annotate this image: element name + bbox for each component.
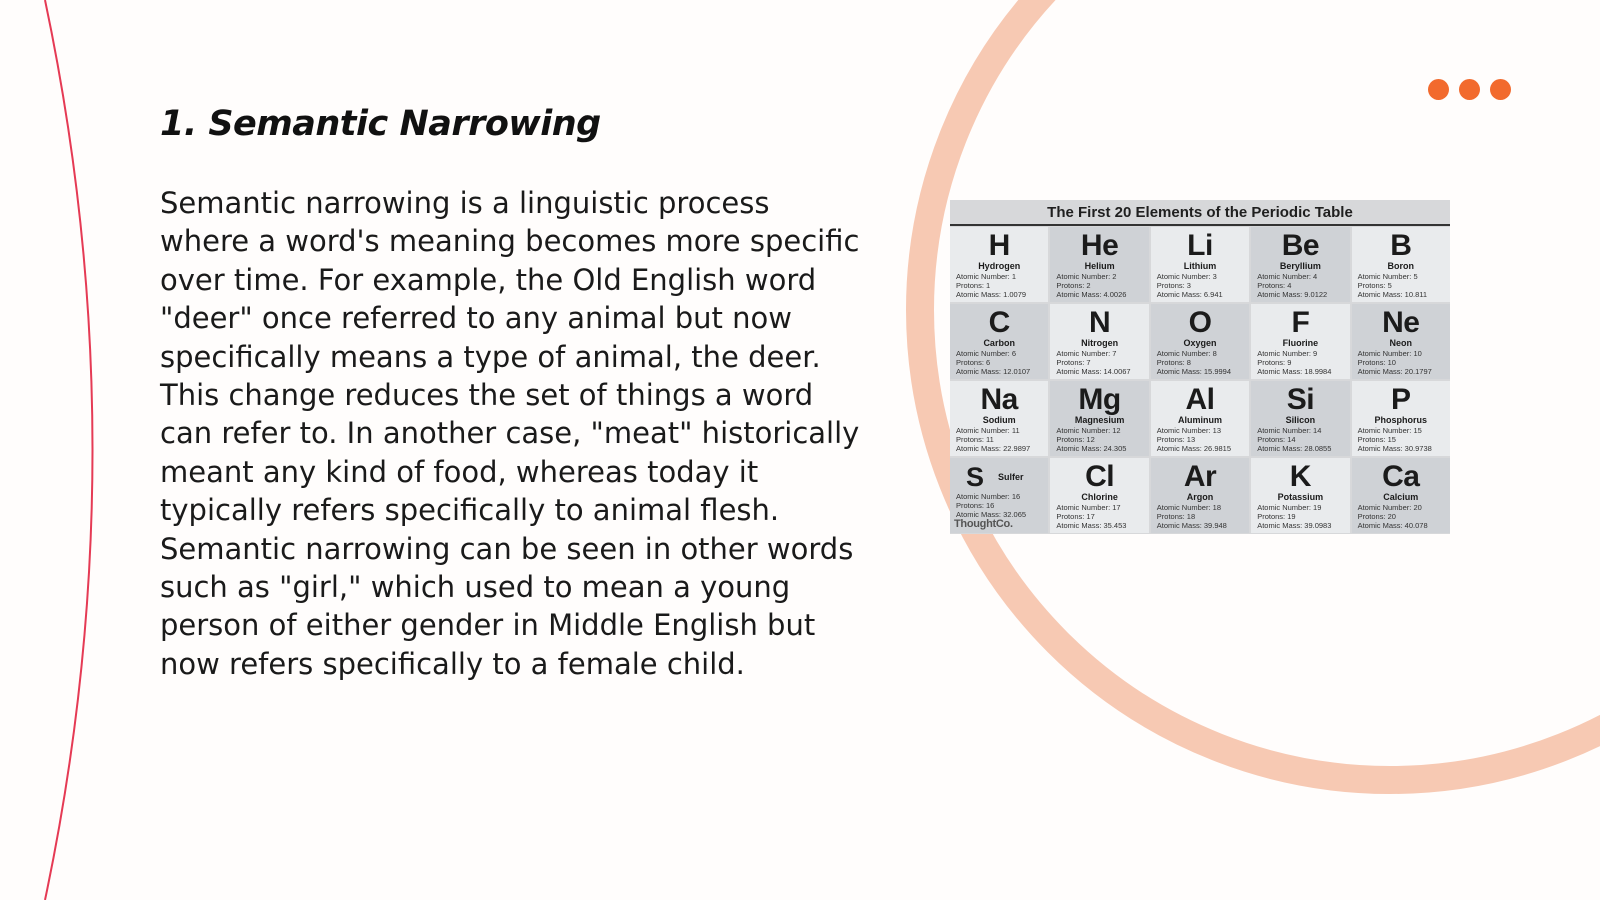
atomic-mass: Atomic Mass: 4.0026 — [1056, 290, 1127, 299]
protons: Protons: 14 — [1257, 435, 1296, 444]
atomic-mass: Atomic Mass: 32.065 — [956, 510, 1027, 519]
atomic-mass: Atomic Mass: 6.941 — [1156, 290, 1223, 299]
atomic-number: Atomic Number: 16 — [956, 492, 1021, 501]
element-cell — [1151, 227, 1249, 302]
element-symbol: Li — [1187, 229, 1213, 262]
element-name: Phosphorus — [1374, 415, 1428, 425]
element-cell — [1151, 458, 1249, 533]
element-cell — [1050, 458, 1148, 533]
more-dots-icon[interactable] — [1428, 79, 1511, 100]
atomic-number: Atomic Number: 13 — [1156, 426, 1221, 435]
element-symbol: S — [966, 462, 984, 492]
atomic-mass: Atomic Mass: 28.0855 — [1257, 444, 1332, 453]
protons: Protons: 17 — [1056, 512, 1095, 521]
element-symbol: Ca — [1382, 460, 1420, 493]
element-name: Nitrogen — [1081, 338, 1119, 348]
element-info — [956, 426, 1030, 453]
atomic-number: Atomic Number: 2 — [1056, 272, 1117, 281]
element-cell — [1352, 227, 1450, 302]
atomic-mass: Atomic Mass: 26.9815 — [1156, 444, 1231, 453]
element-symbol: He — [1080, 229, 1119, 262]
periodic-table-title: The First 20 Elements of the Periodic Table — [950, 200, 1450, 226]
element-name: Lithium — [1183, 261, 1217, 271]
element-cell — [950, 381, 1048, 456]
atomic-mass: Atomic Mass: 10.811 — [1357, 290, 1428, 299]
atomic-mass: Atomic Mass: 39.0983 — [1257, 521, 1332, 530]
protons: Protons: 11 — [956, 435, 994, 444]
atomic-number: Atomic Number: 17 — [1056, 503, 1121, 512]
element-symbol: H — [988, 229, 1010, 262]
protons: Protons: 12 — [1056, 435, 1095, 444]
element-name: Hydrogen — [978, 261, 1021, 271]
atomic-mass: Atomic Mass: 14.0067 — [1056, 367, 1131, 376]
element-name: Helium — [1084, 261, 1115, 271]
element-name: Fluorine — [1282, 338, 1319, 348]
protons: Protons: 16 — [956, 501, 995, 510]
element-cell — [950, 304, 1048, 379]
element-info — [1056, 349, 1130, 376]
protons: Protons: 15 — [1357, 435, 1396, 444]
element-cell — [1251, 381, 1349, 456]
element-name: Oxygen — [1183, 338, 1217, 348]
element-symbol: Si — [1286, 383, 1315, 416]
thoughtco-logo: ThoughtCo. — [954, 518, 1013, 530]
atomic-mass: Atomic Mass: 12.0107 — [956, 367, 1031, 376]
element-info — [1157, 272, 1223, 299]
dot — [1490, 79, 1511, 100]
atomic-number: Atomic Number: 19 — [1257, 503, 1322, 512]
element-name: Aluminum — [1177, 415, 1222, 425]
atomic-number: Atomic Number: 4 — [1257, 272, 1318, 281]
element-info — [1157, 426, 1231, 453]
element-symbol: N — [1089, 306, 1111, 339]
atomic-mass: Atomic Mass: 39.948 — [1156, 521, 1227, 530]
element-symbol: C — [988, 306, 1010, 339]
protons: Protons: 2 — [1056, 281, 1091, 290]
protons: Protons: 18 — [1156, 512, 1196, 521]
element-name: Boron — [1387, 261, 1415, 271]
element-name: Neon — [1389, 338, 1413, 348]
element-info — [956, 492, 1026, 519]
element-cell — [950, 458, 1048, 533]
atomic-mass: Atomic Mass: 22.9897 — [956, 444, 1031, 453]
element-cell — [1251, 304, 1349, 379]
element-info — [1358, 503, 1428, 530]
slide-paragraph: Semantic narrowing is a linguistic process where a word's meaning becomes more specific over time. For example, the Old English word "deer" once referred to any animal but now specifically means a type of animal, the deer. This change reduces the set of things a word can refer to. In another case, "meat" historically meant any kind of food, whereas today it typically refers specifically to animal flesh. Semantic narrowing can be seen in other words such as "girl," which used to mean a young person of either gender in Middle English but now refers specifically to a female child. — [160, 186, 860, 681]
protons: Protons: 1 — [956, 281, 991, 290]
element-cell — [1352, 304, 1450, 379]
element-symbol: K — [1289, 460, 1311, 493]
protons: Protons: 4 — [1257, 281, 1292, 290]
atomic-number: Atomic Number: 8 — [1156, 349, 1217, 358]
element-cell — [1251, 227, 1349, 302]
element-symbol: Na — [980, 383, 1018, 416]
atomic-number: Atomic Number: 1 — [956, 272, 1017, 281]
element-name: Beryllium — [1279, 261, 1321, 271]
element-name: Silicon — [1285, 415, 1316, 425]
atomic-number: Atomic Number: 5 — [1357, 272, 1418, 281]
atomic-mass: Atomic Mass: 40.078 — [1357, 521, 1428, 530]
element-symbol: F — [1291, 306, 1310, 339]
element-info — [1157, 503, 1227, 530]
element-info — [1056, 426, 1126, 453]
slide-heading: 1. Semantic Narrowing — [160, 104, 601, 144]
atomic-number: Atomic Number: 3 — [1156, 272, 1217, 281]
protons: Protons: 6 — [956, 358, 991, 367]
atomic-mass: Atomic Mass: 20.1797 — [1357, 367, 1432, 376]
atomic-mass: Atomic Mass: 1.0079 — [956, 290, 1027, 299]
element-cell — [1352, 381, 1450, 456]
atomic-number: Atomic Number: 11 — [956, 426, 1020, 435]
element-cell — [1251, 458, 1349, 533]
left-accent-line — [45, 0, 93, 900]
element-name: Sodium — [982, 415, 1016, 425]
element-cell — [1050, 227, 1148, 302]
element-name: Argon — [1186, 492, 1214, 502]
atomic-mass: Atomic Mass: 24.305 — [1056, 444, 1127, 453]
protons: Protons: 3 — [1156, 281, 1191, 290]
protons: Protons: 19 — [1257, 512, 1296, 521]
atomic-mass: Atomic Mass: 18.9984 — [1257, 367, 1332, 376]
element-info — [1358, 426, 1432, 453]
protons: Protons: 5 — [1357, 281, 1392, 290]
atomic-mass: Atomic Mass: 30.9738 — [1357, 444, 1432, 453]
protons: Protons: 10 — [1357, 358, 1396, 367]
element-info — [1056, 503, 1126, 530]
element-cell — [1151, 304, 1249, 379]
element-name: Magnesium — [1074, 415, 1125, 425]
element-cell — [1151, 381, 1249, 456]
element-info — [1056, 272, 1126, 299]
element-info — [956, 272, 1026, 299]
element-symbol: B — [1390, 229, 1412, 262]
periodic-table-image — [950, 200, 1450, 534]
element-cell — [1352, 458, 1450, 533]
element-cell — [950, 227, 1048, 302]
atomic-mass: Atomic Mass: 35.453 — [1056, 521, 1127, 530]
element-info — [1257, 349, 1331, 376]
element-symbol: O — [1188, 306, 1212, 339]
atomic-mass: Atomic Mass: 15.9994 — [1156, 367, 1231, 376]
atomic-mass: Atomic Mass: 9.0122 — [1257, 290, 1328, 299]
protons: Protons: 9 — [1257, 358, 1292, 367]
atomic-number: Atomic Number: 14 — [1257, 426, 1322, 435]
element-symbol: Ne — [1382, 306, 1420, 339]
element-symbol: Cl — [1085, 460, 1115, 493]
atomic-number: Atomic Number: 10 — [1357, 349, 1422, 358]
dot — [1459, 79, 1480, 100]
element-info — [1257, 272, 1327, 299]
element-info — [1358, 349, 1432, 376]
element-symbol: P — [1391, 383, 1411, 416]
periodic-table-grid — [950, 226, 1450, 535]
element-info — [1157, 349, 1231, 376]
element-symbol: Be — [1281, 229, 1320, 262]
element-info — [1358, 272, 1427, 299]
element-info — [1257, 503, 1331, 530]
element-info — [956, 349, 1030, 376]
element-name: Sulfer — [998, 472, 1024, 482]
protons: Protons: 20 — [1357, 512, 1396, 521]
atomic-number: Atomic Number: 7 — [1056, 349, 1117, 358]
element-symbol: Ar — [1183, 460, 1217, 493]
element-name: Carbon — [983, 338, 1015, 348]
protons: Protons: 13 — [1156, 435, 1196, 444]
atomic-number: Atomic Number: 20 — [1357, 503, 1422, 512]
element-name: Calcium — [1383, 492, 1419, 502]
element-symbol: Al — [1185, 383, 1215, 416]
atomic-number: Atomic Number: 9 — [1257, 349, 1318, 358]
atomic-number: Atomic Number: 15 — [1357, 426, 1422, 435]
protons: Protons: 7 — [1056, 358, 1091, 367]
atomic-number: Atomic Number: 12 — [1056, 426, 1121, 435]
dot — [1428, 79, 1449, 100]
element-symbol: Mg — [1078, 383, 1121, 416]
element-cell — [1050, 304, 1148, 379]
protons: Protons: 8 — [1156, 358, 1191, 367]
element-name: Potassium — [1277, 492, 1324, 502]
element-info — [1257, 426, 1331, 453]
atomic-number: Atomic Number: 18 — [1156, 503, 1221, 512]
atomic-number: Atomic Number: 6 — [956, 349, 1017, 358]
element-name: Chlorine — [1081, 492, 1118, 502]
element-cell — [1050, 381, 1148, 456]
